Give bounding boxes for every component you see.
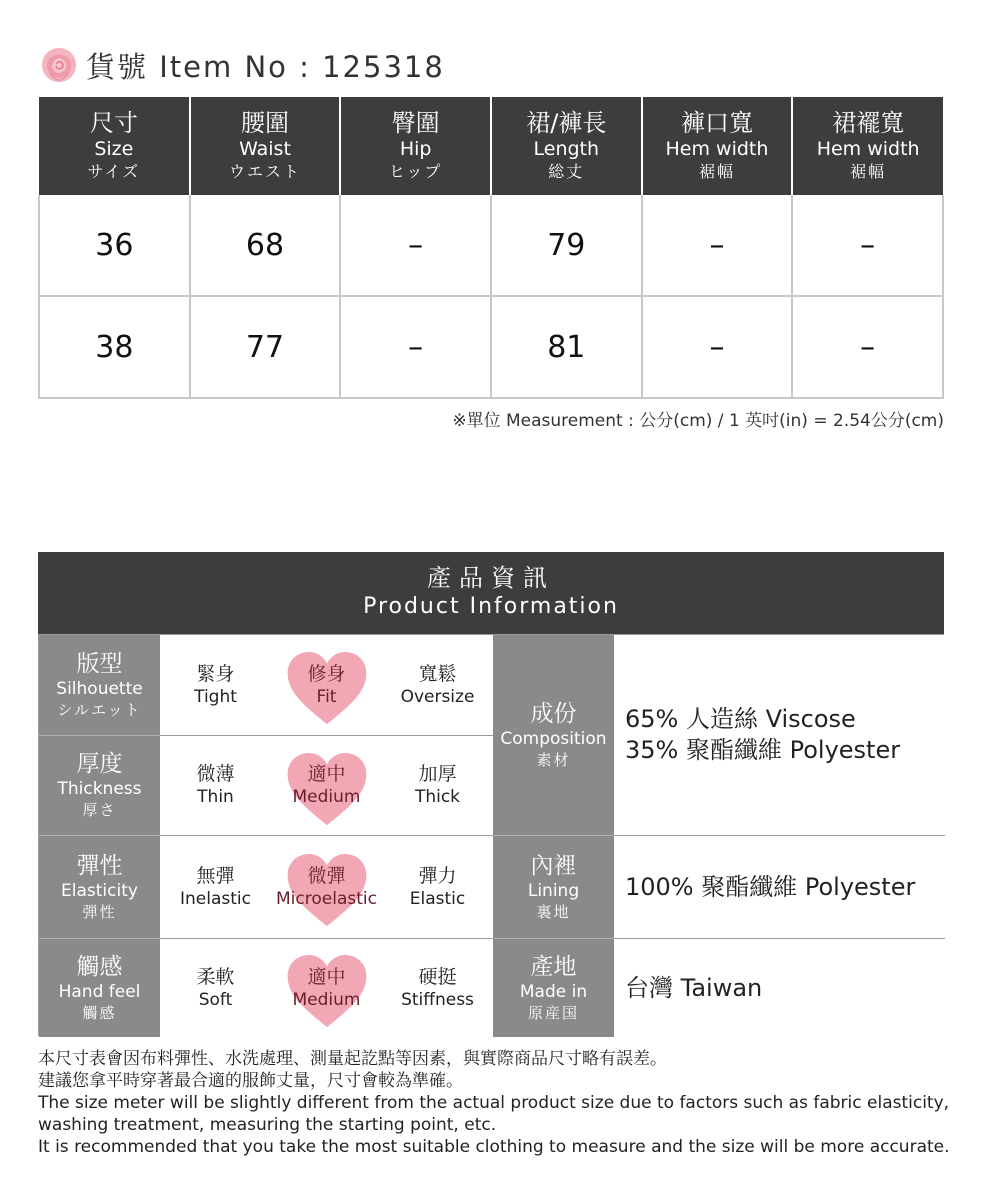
option-en: Microelastic <box>276 888 377 909</box>
label-zh: 成份 <box>530 700 577 727</box>
option-en: Medium <box>292 787 361 807</box>
option-soft <box>160 939 271 1037</box>
label-en: Thickness <box>57 779 142 799</box>
label-jp: 素材 <box>536 750 571 769</box>
column-header-en: Size <box>94 138 134 160</box>
option-en: Oversize <box>400 686 475 707</box>
label-jp: 原産国 <box>527 1003 579 1022</box>
column-header-jp: サイズ <box>87 162 141 181</box>
attribute-label-lining <box>493 835 614 938</box>
option-en: Tight <box>194 686 237 707</box>
label-zh: 彈性 <box>76 852 123 879</box>
option-zh: 寬鬆 <box>418 662 457 685</box>
disclaimer-line: 建議您拿平時穿著最合適的服飾丈量，尺寸會較為準確。 <box>38 1071 463 1091</box>
item-number-title: 貨號 Item No : 125318 <box>86 49 445 84</box>
size-cell: 36 <box>39 195 190 296</box>
composition-line: 65% 人造絲 Viscose <box>625 705 856 733</box>
column-header-skirt-hem-width <box>792 97 943 195</box>
option-stiffness <box>382 939 493 1037</box>
disclaimer-line: It is recommended that you take the most suitable clothing to measure and the size will be more accurate. <box>38 1137 950 1157</box>
table-row <box>39 195 943 296</box>
option-fit <box>271 635 382 735</box>
option-zh: 修身 <box>307 662 346 685</box>
label-zh: 厚度 <box>76 751 123 777</box>
label-jp: 弾性 <box>82 902 117 921</box>
length-cell: 81 <box>491 296 642 398</box>
product-info-title-zh: 產品資訊 <box>427 564 555 592</box>
attribute-label-silhouette <box>39 635 160 735</box>
waist-cell: 77 <box>190 296 341 398</box>
option-en: Stiffness <box>401 989 474 1010</box>
option-zh: 彈力 <box>418 864 457 887</box>
disclaimer-line: The size meter will be slightly different from the actual product size due to factors such as fabric elasticity, <box>38 1093 950 1113</box>
label-jp: 觸感 <box>82 1003 117 1022</box>
unit-note: ※單位 Measurement : 公分(cm) / 1 英吋(in) = 2.54公分(cm) <box>452 411 944 431</box>
option-en: Soft <box>198 989 233 1010</box>
attribute-label-made-in <box>493 938 614 1037</box>
table-row <box>39 296 943 398</box>
column-header-en: Waist <box>239 138 291 160</box>
column-header-en: Hem width <box>665 138 769 160</box>
column-header-en: Hip <box>399 138 432 160</box>
label-en: Hand feel <box>58 981 141 1002</box>
skirt-hem-cell: – <box>792 296 943 398</box>
rose-icon <box>40 46 78 84</box>
label-en: Silhouette <box>56 678 143 699</box>
hand-feel-options <box>160 938 493 1037</box>
option-zh: 緊身 <box>196 662 235 685</box>
option-en: Thin <box>197 787 234 807</box>
column-header-zh: 裙/褲長 <box>526 109 607 137</box>
option-microelastic <box>271 836 382 938</box>
product-info-grid <box>38 634 944 1036</box>
column-header-zh: 尺寸 <box>89 109 138 137</box>
column-header-zh: 裙襬寬 <box>832 109 905 137</box>
length-cell: 79 <box>491 195 642 296</box>
column-header-jp: 裾幅 <box>698 162 735 181</box>
option-zh: 適中 <box>307 965 346 988</box>
column-header-waist <box>190 97 341 195</box>
option-elastic <box>382 836 493 938</box>
attribute-label-elasticity <box>39 835 160 938</box>
silhouette-options <box>160 635 493 735</box>
elasticity-options <box>160 835 493 938</box>
hip-cell: – <box>340 296 491 398</box>
option-en: Elastic <box>409 888 466 909</box>
disclaimer <box>38 1048 958 1158</box>
pants-hem-cell: – <box>642 296 793 398</box>
column-header-jp: 総丈 <box>548 162 585 181</box>
label-zh: 產地 <box>530 953 577 980</box>
column-header-jp: ウエスト <box>228 162 301 181</box>
option-inelastic <box>160 836 271 938</box>
option-thin <box>160 736 271 835</box>
column-header-length <box>491 97 642 195</box>
label-en: Lining <box>527 880 580 901</box>
column-header-jp: ヒップ <box>388 162 443 181</box>
product-info-header <box>38 552 944 634</box>
composition-line: 35% 聚酯纖維 Polyester <box>625 736 901 764</box>
label-en: Composition <box>500 728 607 749</box>
option-zh: 微彈 <box>307 864 346 887</box>
option-zh: 加厚 <box>418 763 457 785</box>
lining-value <box>614 835 945 938</box>
label-en: Made in <box>519 981 588 1002</box>
composition-value <box>614 635 945 835</box>
option-zh: 柔軟 <box>196 965 235 988</box>
option-en: Medium <box>292 989 361 1010</box>
product-info-title-en: Product Information <box>363 594 619 619</box>
option-medium <box>271 939 382 1037</box>
label-jp: 厚さ <box>82 801 117 819</box>
option-en: Inelastic <box>180 888 251 909</box>
label-jp: 裏地 <box>536 902 571 921</box>
thickness-options <box>160 735 493 835</box>
option-zh: 無彈 <box>196 864 235 887</box>
option-tight <box>160 635 271 735</box>
attribute-label-composition <box>493 635 614 835</box>
option-medium <box>271 736 382 835</box>
column-header-size <box>39 97 190 195</box>
option-oversize <box>382 635 493 735</box>
size-cell: 38 <box>39 296 190 398</box>
attribute-label-hand-feel <box>39 938 160 1037</box>
hip-cell: – <box>340 195 491 296</box>
origin-text: 台灣 Taiwan <box>625 973 763 1002</box>
waist-cell: 68 <box>190 195 341 296</box>
option-zh: 硬挺 <box>418 965 457 988</box>
column-header-en: Hem width <box>816 138 920 160</box>
size-table-header-row <box>39 97 943 195</box>
disclaimer-line: washing treatment, measuring the starting point, etc. <box>38 1115 497 1135</box>
label-en: Elasticity <box>61 880 138 901</box>
attribute-label-thickness <box>39 735 160 835</box>
column-header-pants-hem-width <box>642 97 793 195</box>
lining-text: 100% 聚酯纖維 Polyester <box>625 872 916 901</box>
option-thick <box>382 736 493 835</box>
column-header-zh: 腰圍 <box>240 109 289 137</box>
column-header-jp: 裾幅 <box>850 162 887 181</box>
skirt-hem-cell: – <box>792 195 943 296</box>
item-header <box>40 40 445 90</box>
option-zh: 微薄 <box>196 763 235 785</box>
option-en: Fit <box>316 686 337 707</box>
disclaimer-line: 本尺寸表會因布料彈性、水洗處理、測量起訖點等因素，與實際商品尺寸略有誤差。 <box>38 1049 667 1069</box>
label-jp: シルエット <box>57 700 142 719</box>
label-zh: 觸感 <box>76 953 123 980</box>
column-header-en: Length <box>533 138 600 160</box>
option-zh: 適中 <box>307 763 346 785</box>
column-header-hip <box>340 97 491 195</box>
option-en: Thick <box>414 787 461 807</box>
pants-hem-cell: – <box>642 195 793 296</box>
label-zh: 內裡 <box>530 852 577 879</box>
label-zh: 版型 <box>76 650 123 677</box>
column-header-zh: 褲口寬 <box>680 109 753 137</box>
column-header-zh: 臀圍 <box>391 109 440 137</box>
origin-value <box>614 938 945 1037</box>
size-table <box>38 97 944 399</box>
